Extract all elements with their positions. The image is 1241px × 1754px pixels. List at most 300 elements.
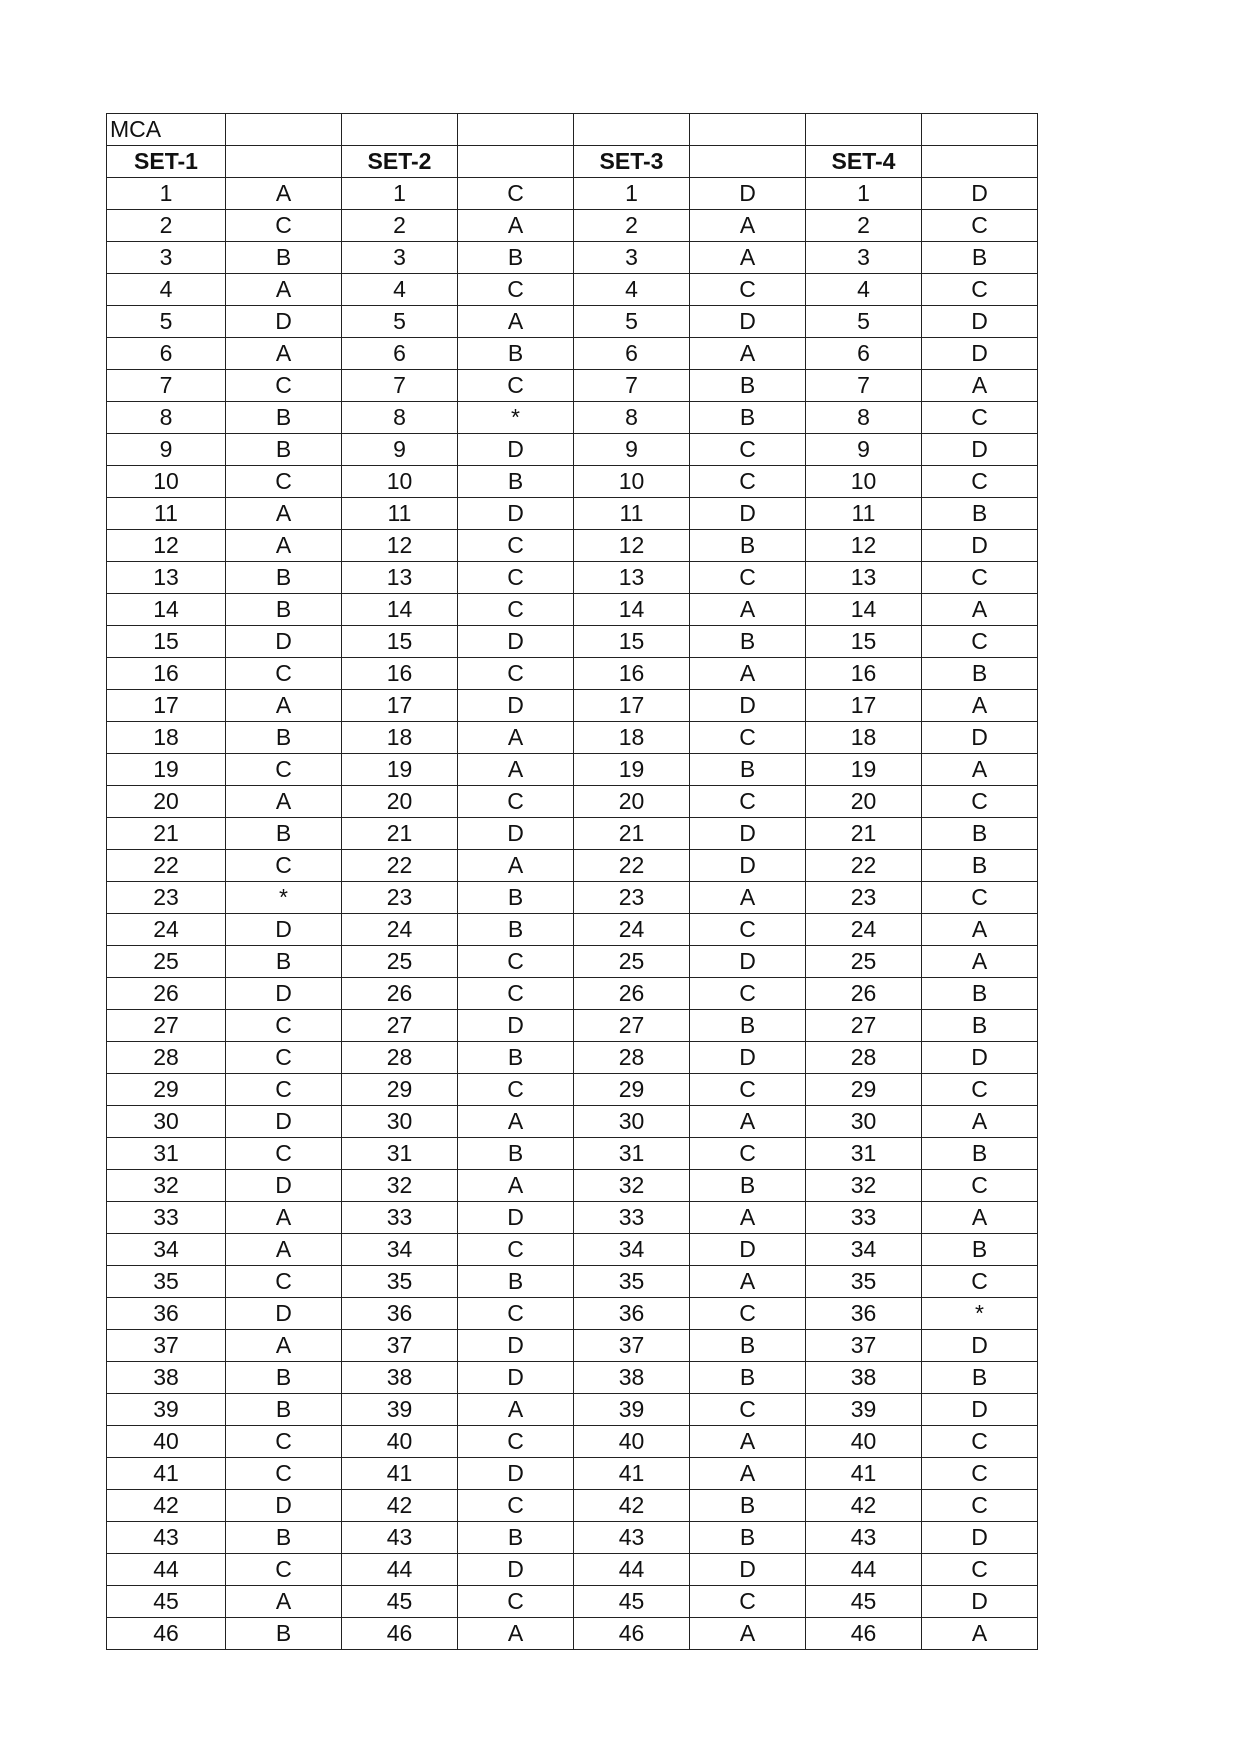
answer-cell: A bbox=[458, 1106, 574, 1138]
question-number: 46 bbox=[806, 1618, 922, 1650]
answer-cell: A bbox=[922, 946, 1038, 978]
question-number: 44 bbox=[806, 1554, 922, 1586]
answer-row bbox=[107, 658, 1038, 690]
question-number: 43 bbox=[806, 1522, 922, 1554]
answer-cell: C bbox=[922, 786, 1038, 818]
question-number: 1 bbox=[342, 178, 458, 210]
question-number: 9 bbox=[806, 434, 922, 466]
answer-cell: A bbox=[690, 242, 806, 274]
question-number: 22 bbox=[342, 850, 458, 882]
question-number: 12 bbox=[806, 530, 922, 562]
answer-row bbox=[107, 1298, 1038, 1330]
answer-cell: D bbox=[922, 1330, 1038, 1362]
question-number: 44 bbox=[574, 1554, 690, 1586]
question-number: 25 bbox=[574, 946, 690, 978]
answer-cell: C bbox=[690, 786, 806, 818]
answer-cell: B bbox=[922, 850, 1038, 882]
answer-cell: D bbox=[690, 818, 806, 850]
question-number: 15 bbox=[342, 626, 458, 658]
question-number: 3 bbox=[806, 242, 922, 274]
question-number: 38 bbox=[107, 1362, 226, 1394]
answer-cell: C bbox=[922, 1458, 1038, 1490]
question-number: 11 bbox=[342, 498, 458, 530]
answer-row bbox=[107, 1394, 1038, 1426]
question-number: 20 bbox=[107, 786, 226, 818]
question-number: 23 bbox=[806, 882, 922, 914]
answer-cell: B bbox=[226, 562, 342, 594]
question-number: 24 bbox=[574, 914, 690, 946]
question-number: 6 bbox=[342, 338, 458, 370]
answer-row bbox=[107, 242, 1038, 274]
question-number: 27 bbox=[107, 1010, 226, 1042]
answer-cell: D bbox=[226, 978, 342, 1010]
question-number: 20 bbox=[806, 786, 922, 818]
question-number: 7 bbox=[806, 370, 922, 402]
question-number: 23 bbox=[107, 882, 226, 914]
question-number: 38 bbox=[574, 1362, 690, 1394]
question-number: 27 bbox=[806, 1010, 922, 1042]
answer-cell: D bbox=[458, 1458, 574, 1490]
question-number: 8 bbox=[107, 402, 226, 434]
answer-row bbox=[107, 978, 1038, 1010]
answer-cell: A bbox=[458, 1618, 574, 1650]
question-number: 16 bbox=[107, 658, 226, 690]
answer-cell: A bbox=[226, 1234, 342, 1266]
answer-cell: C bbox=[458, 1426, 574, 1458]
answer-cell: B bbox=[922, 1138, 1038, 1170]
answer-cell: B bbox=[458, 914, 574, 946]
question-number: 1 bbox=[806, 178, 922, 210]
answer-row bbox=[107, 530, 1038, 562]
question-number: 11 bbox=[806, 498, 922, 530]
answer-cell: B bbox=[922, 658, 1038, 690]
question-number: 37 bbox=[107, 1330, 226, 1362]
question-number: 1 bbox=[107, 178, 226, 210]
answer-cell: C bbox=[458, 562, 574, 594]
set-header-row bbox=[107, 146, 1038, 178]
question-number: 25 bbox=[342, 946, 458, 978]
question-number: 15 bbox=[107, 626, 226, 658]
answer-cell: D bbox=[690, 946, 806, 978]
question-number: 6 bbox=[107, 338, 226, 370]
answer-row bbox=[107, 1010, 1038, 1042]
question-number: 27 bbox=[342, 1010, 458, 1042]
question-number: 46 bbox=[107, 1618, 226, 1650]
question-number: 32 bbox=[806, 1170, 922, 1202]
question-number: 43 bbox=[574, 1522, 690, 1554]
answer-cell: * bbox=[922, 1298, 1038, 1330]
answer-row bbox=[107, 1554, 1038, 1586]
answer-cell: C bbox=[458, 370, 574, 402]
empty-cell bbox=[458, 114, 574, 146]
answer-cell: B bbox=[922, 818, 1038, 850]
answer-cell: A bbox=[922, 1106, 1038, 1138]
answer-cell: B bbox=[458, 466, 574, 498]
question-number: 10 bbox=[574, 466, 690, 498]
question-number: 1 bbox=[574, 178, 690, 210]
question-number: 33 bbox=[574, 1202, 690, 1234]
question-number: 20 bbox=[342, 786, 458, 818]
answer-cell: C bbox=[226, 1010, 342, 1042]
answer-row bbox=[107, 1426, 1038, 1458]
question-number: 22 bbox=[806, 850, 922, 882]
answer-cell: D bbox=[458, 626, 574, 658]
question-number: 8 bbox=[806, 402, 922, 434]
question-number: 5 bbox=[574, 306, 690, 338]
question-number: 5 bbox=[107, 306, 226, 338]
question-number: 36 bbox=[107, 1298, 226, 1330]
answer-cell: D bbox=[226, 1490, 342, 1522]
answer-cell: A bbox=[226, 274, 342, 306]
answer-cell: D bbox=[458, 498, 574, 530]
answer-cell: C bbox=[690, 1074, 806, 1106]
answer-cell: D bbox=[226, 914, 342, 946]
question-number: 37 bbox=[342, 1330, 458, 1362]
question-number: 32 bbox=[107, 1170, 226, 1202]
answer-cell: C bbox=[458, 978, 574, 1010]
answer-cell: B bbox=[690, 754, 806, 786]
question-number: 33 bbox=[107, 1202, 226, 1234]
answer-cell: D bbox=[458, 690, 574, 722]
answer-cell: C bbox=[922, 562, 1038, 594]
question-number: 28 bbox=[806, 1042, 922, 1074]
question-number: 26 bbox=[107, 978, 226, 1010]
answer-cell: D bbox=[226, 626, 342, 658]
answer-cell: C bbox=[922, 466, 1038, 498]
question-number: 44 bbox=[342, 1554, 458, 1586]
question-number: 35 bbox=[342, 1266, 458, 1298]
question-number: 9 bbox=[107, 434, 226, 466]
answer-cell: C bbox=[226, 658, 342, 690]
answer-row bbox=[107, 754, 1038, 786]
answer-cell: B bbox=[226, 402, 342, 434]
answer-cell: C bbox=[922, 402, 1038, 434]
question-number: 29 bbox=[342, 1074, 458, 1106]
empty-cell bbox=[806, 114, 922, 146]
question-number: 13 bbox=[107, 562, 226, 594]
answer-cell: D bbox=[458, 1202, 574, 1234]
question-number: 9 bbox=[574, 434, 690, 466]
answer-cell: C bbox=[458, 1074, 574, 1106]
empty-cell bbox=[226, 114, 342, 146]
answer-row bbox=[107, 946, 1038, 978]
question-number: 40 bbox=[342, 1426, 458, 1458]
answer-cell: B bbox=[690, 1362, 806, 1394]
answer-cell: B bbox=[226, 722, 342, 754]
answer-row bbox=[107, 594, 1038, 626]
question-number: 22 bbox=[574, 850, 690, 882]
answer-row bbox=[107, 1106, 1038, 1138]
answer-row bbox=[107, 338, 1038, 370]
answer-row bbox=[107, 1618, 1038, 1650]
question-number: 25 bbox=[107, 946, 226, 978]
answer-cell: C bbox=[690, 274, 806, 306]
question-number: 11 bbox=[107, 498, 226, 530]
question-number: 7 bbox=[342, 370, 458, 402]
answer-cell: B bbox=[458, 1042, 574, 1074]
answer-row bbox=[107, 562, 1038, 594]
question-number: 38 bbox=[806, 1362, 922, 1394]
answer-cell: C bbox=[690, 722, 806, 754]
answer-cell: C bbox=[226, 1074, 342, 1106]
question-number: 29 bbox=[806, 1074, 922, 1106]
question-number: 43 bbox=[107, 1522, 226, 1554]
question-number: 46 bbox=[342, 1618, 458, 1650]
answer-cell: D bbox=[458, 434, 574, 466]
question-number: 29 bbox=[107, 1074, 226, 1106]
answer-row bbox=[107, 850, 1038, 882]
answer-cell: C bbox=[458, 178, 574, 210]
answer-cell: A bbox=[226, 1202, 342, 1234]
question-number: 23 bbox=[574, 882, 690, 914]
answer-cell: A bbox=[690, 1202, 806, 1234]
answer-cell: D bbox=[226, 1170, 342, 1202]
question-number: 8 bbox=[342, 402, 458, 434]
answer-row bbox=[107, 1458, 1038, 1490]
question-number: 37 bbox=[806, 1330, 922, 1362]
answer-cell: C bbox=[226, 1554, 342, 1586]
question-number: 28 bbox=[574, 1042, 690, 1074]
answer-cell: A bbox=[690, 1266, 806, 1298]
answer-cell: A bbox=[458, 1394, 574, 1426]
answer-row bbox=[107, 1330, 1038, 1362]
question-number: 22 bbox=[107, 850, 226, 882]
answer-cell: B bbox=[226, 1522, 342, 1554]
set-2-header: SET-2 bbox=[342, 146, 458, 178]
question-number: 2 bbox=[342, 210, 458, 242]
question-number: 14 bbox=[806, 594, 922, 626]
answer-cell: C bbox=[690, 434, 806, 466]
answer-cell: B bbox=[458, 338, 574, 370]
answer-cell: C bbox=[690, 1394, 806, 1426]
answer-cell: C bbox=[690, 562, 806, 594]
answer-cell: A bbox=[922, 1202, 1038, 1234]
answer-cell: C bbox=[226, 1138, 342, 1170]
question-number: 28 bbox=[107, 1042, 226, 1074]
question-number: 11 bbox=[574, 498, 690, 530]
answer-cell: B bbox=[922, 1234, 1038, 1266]
question-number: 36 bbox=[574, 1298, 690, 1330]
answer-cell: C bbox=[458, 274, 574, 306]
answer-cell: C bbox=[226, 210, 342, 242]
answer-row bbox=[107, 1522, 1038, 1554]
question-number: 5 bbox=[806, 306, 922, 338]
answer-cell: A bbox=[458, 1170, 574, 1202]
answer-cell: B bbox=[226, 818, 342, 850]
answer-cell: C bbox=[690, 1298, 806, 1330]
question-number: 34 bbox=[574, 1234, 690, 1266]
answer-row bbox=[107, 690, 1038, 722]
answer-cell: C bbox=[226, 1458, 342, 1490]
question-number: 18 bbox=[342, 722, 458, 754]
answer-cell: A bbox=[226, 498, 342, 530]
answer-cell: B bbox=[922, 978, 1038, 1010]
answer-cell: B bbox=[226, 1618, 342, 1650]
answer-cell: D bbox=[458, 1330, 574, 1362]
question-number: 10 bbox=[806, 466, 922, 498]
answer-cell: A bbox=[458, 306, 574, 338]
question-number: 42 bbox=[107, 1490, 226, 1522]
question-number: 39 bbox=[107, 1394, 226, 1426]
question-number: 2 bbox=[107, 210, 226, 242]
question-number: 31 bbox=[806, 1138, 922, 1170]
answer-cell: D bbox=[690, 1042, 806, 1074]
answer-cell: C bbox=[922, 1266, 1038, 1298]
question-number: 45 bbox=[107, 1586, 226, 1618]
answer-cell: B bbox=[226, 242, 342, 274]
answer-cell: B bbox=[690, 1010, 806, 1042]
question-number: 5 bbox=[342, 306, 458, 338]
question-number: 4 bbox=[574, 274, 690, 306]
answer-cell: C bbox=[690, 914, 806, 946]
question-number: 13 bbox=[806, 562, 922, 594]
answer-cell: B bbox=[690, 402, 806, 434]
question-number: 26 bbox=[342, 978, 458, 1010]
answer-cell: C bbox=[690, 466, 806, 498]
answer-row bbox=[107, 914, 1038, 946]
question-number: 7 bbox=[107, 370, 226, 402]
answer-cell: B bbox=[226, 594, 342, 626]
answer-cell: A bbox=[226, 530, 342, 562]
question-number: 4 bbox=[342, 274, 458, 306]
answer-cell: D bbox=[458, 1362, 574, 1394]
question-number: 44 bbox=[107, 1554, 226, 1586]
question-number: 18 bbox=[574, 722, 690, 754]
question-number: 14 bbox=[574, 594, 690, 626]
question-number: 4 bbox=[107, 274, 226, 306]
answer-cell: D bbox=[922, 434, 1038, 466]
question-number: 37 bbox=[574, 1330, 690, 1362]
question-number: 35 bbox=[574, 1266, 690, 1298]
question-number: 3 bbox=[574, 242, 690, 274]
set-1-header: SET-1 bbox=[107, 146, 226, 178]
answer-row bbox=[107, 1170, 1038, 1202]
answer-cell: C bbox=[458, 946, 574, 978]
answer-cell: D bbox=[690, 690, 806, 722]
answer-cell: C bbox=[226, 850, 342, 882]
question-number: 8 bbox=[574, 402, 690, 434]
answer-cell: B bbox=[226, 1362, 342, 1394]
question-number: 18 bbox=[806, 722, 922, 754]
answer-cell: A bbox=[690, 594, 806, 626]
empty-cell bbox=[458, 146, 574, 178]
answer-cell: B bbox=[690, 626, 806, 658]
answer-cell: C bbox=[922, 274, 1038, 306]
empty-cell bbox=[342, 114, 458, 146]
question-number: 26 bbox=[574, 978, 690, 1010]
answer-row bbox=[107, 1586, 1038, 1618]
question-number: 36 bbox=[342, 1298, 458, 1330]
answer-row bbox=[107, 402, 1038, 434]
question-number: 33 bbox=[342, 1202, 458, 1234]
question-number: 40 bbox=[107, 1426, 226, 1458]
question-number: 21 bbox=[574, 818, 690, 850]
question-number: 39 bbox=[342, 1394, 458, 1426]
question-number: 42 bbox=[574, 1490, 690, 1522]
set-4-header: SET-4 bbox=[806, 146, 922, 178]
answer-cell: B bbox=[458, 1138, 574, 1170]
question-number: 40 bbox=[806, 1426, 922, 1458]
set-3-header: SET-3 bbox=[574, 146, 690, 178]
answer-cell: C bbox=[690, 1138, 806, 1170]
answer-cell: A bbox=[226, 1586, 342, 1618]
answer-cell: A bbox=[922, 594, 1038, 626]
question-number: 32 bbox=[574, 1170, 690, 1202]
question-number: 3 bbox=[342, 242, 458, 274]
answer-cell: A bbox=[458, 722, 574, 754]
question-number: 21 bbox=[107, 818, 226, 850]
answer-cell: C bbox=[922, 1554, 1038, 1586]
question-number: 34 bbox=[342, 1234, 458, 1266]
empty-cell bbox=[922, 146, 1038, 178]
answer-cell: C bbox=[922, 1426, 1038, 1458]
answer-cell: B bbox=[226, 946, 342, 978]
question-number: 17 bbox=[342, 690, 458, 722]
answer-cell: A bbox=[922, 370, 1038, 402]
question-number: 39 bbox=[574, 1394, 690, 1426]
question-number: 17 bbox=[806, 690, 922, 722]
answer-cell: D bbox=[922, 1394, 1038, 1426]
question-number: 33 bbox=[806, 1202, 922, 1234]
answer-cell: C bbox=[458, 1586, 574, 1618]
question-number: 19 bbox=[342, 754, 458, 786]
question-number: 12 bbox=[107, 530, 226, 562]
question-number: 16 bbox=[806, 658, 922, 690]
answer-cell: C bbox=[922, 626, 1038, 658]
answer-cell: A bbox=[690, 210, 806, 242]
question-number: 15 bbox=[806, 626, 922, 658]
answer-cell: * bbox=[226, 882, 342, 914]
answer-cell: C bbox=[922, 1074, 1038, 1106]
answer-cell: C bbox=[458, 786, 574, 818]
question-number: 31 bbox=[107, 1138, 226, 1170]
question-number: 28 bbox=[342, 1042, 458, 1074]
answer-cell: C bbox=[226, 1426, 342, 1458]
answer-cell: B bbox=[458, 1522, 574, 1554]
question-number: 25 bbox=[806, 946, 922, 978]
answer-cell: C bbox=[922, 1170, 1038, 1202]
question-number: 42 bbox=[342, 1490, 458, 1522]
answer-cell: A bbox=[922, 1618, 1038, 1650]
answer-cell: B bbox=[690, 530, 806, 562]
question-number: 24 bbox=[107, 914, 226, 946]
answer-key-body bbox=[107, 114, 1038, 1650]
answer-cell: B bbox=[458, 882, 574, 914]
answer-cell: B bbox=[922, 1010, 1038, 1042]
title-row bbox=[107, 114, 1038, 146]
answer-row bbox=[107, 1074, 1038, 1106]
answer-cell: A bbox=[690, 1106, 806, 1138]
sheet-title: MCA bbox=[107, 114, 226, 146]
question-number: 4 bbox=[806, 274, 922, 306]
question-number: 41 bbox=[342, 1458, 458, 1490]
answer-cell: A bbox=[458, 850, 574, 882]
answer-row bbox=[107, 434, 1038, 466]
question-number: 18 bbox=[107, 722, 226, 754]
question-number: 31 bbox=[342, 1138, 458, 1170]
question-number: 30 bbox=[806, 1106, 922, 1138]
answer-cell: A bbox=[690, 658, 806, 690]
question-number: 30 bbox=[107, 1106, 226, 1138]
answer-row bbox=[107, 274, 1038, 306]
question-number: 38 bbox=[342, 1362, 458, 1394]
answer-cell: A bbox=[922, 754, 1038, 786]
answer-cell: C bbox=[226, 466, 342, 498]
question-number: 40 bbox=[574, 1426, 690, 1458]
answer-cell: C bbox=[458, 1490, 574, 1522]
question-number: 14 bbox=[107, 594, 226, 626]
answer-cell: C bbox=[690, 1586, 806, 1618]
